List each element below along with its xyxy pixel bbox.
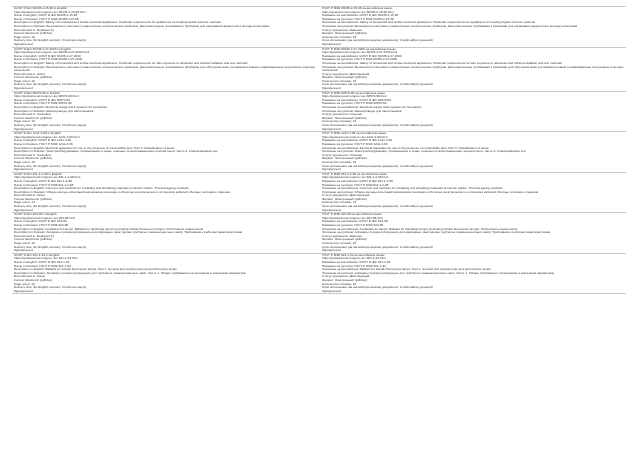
description-russian: Description in Russian: Шинопроводы для светильников (14, 109, 94, 113)
hashtag: #gostperevod (322, 249, 341, 253)
name-russian: Name in Russian: ГОСТ Р МЭК 60335-2-27-2000 (14, 58, 83, 62)
format: Format: Electronic (pdf/doc) (14, 116, 53, 120)
name-russian: Name in Russian: ГОСТ Р МЭК 923-98 (14, 224, 69, 228)
english-cell (12, 213, 319, 253)
format: Формат: Электронный (pdf/doc) (322, 116, 368, 120)
name-russian: Название на русском: ГОСТ Р МЭК 60335-2-15-98 (322, 17, 394, 21)
russian-cell (319, 173, 626, 213)
page-count: Количество страниц: 16 (322, 79, 357, 83)
hashtag: #gostperevod (14, 249, 33, 253)
doc-title: ГОСТ Р МЭК 1241-3-99 на английском языке (322, 132, 387, 136)
delivery-time: Delivery time (for English version): 2 business day(s) (14, 124, 87, 127)
description-russian: Description in Russian: Безопасность бытовых и аналогичных электрических приборов. Дополнительные требования к приборам для нагревания жидкостей и методы испытаний (14, 24, 269, 28)
doc-title: ГОСТ Р МЭК 923-98 на английском языке (322, 213, 382, 217)
format: Формат: Электронный (pdf/doc) (322, 157, 368, 161)
description-english: Описание на английском: Safety of household and similar electrical appliances. Particular requirements for skin exposure to ultraviolet and infrared radiation and test methods (322, 61, 562, 65)
doc-link[interactable]: https://gostperevod.ru/gost-r-iec-60335-2-15-98.html (14, 10, 86, 14)
page-count: Количество страниц: 15 (322, 160, 357, 164)
doc-title: GOST R IEC 921-1-93 in English (14, 253, 60, 257)
description-russian: Описание на русском: Аппараты пускорегулирующие для трубчатых люминесцентных ламп. Часть 1. Общие требования к испытаниям и значениям параметров (322, 271, 554, 275)
page-count: Количество страниц: 14 (322, 201, 357, 205)
description-russian: Description in Russian: Аппараты пускорегулирующие для разрядных ламп (кроме трубчатых люминесцентных ламп). Требования к рабочим характеристикам (14, 231, 243, 235)
description-english: Описание на английском: Common test methods for insulating and sheathing materials of electric cables. Thermal ageing methods (322, 187, 503, 191)
russian-cell (319, 213, 626, 253)
name-russian: Название на русском: ГОСТ Р МЭК 60570-99 (322, 102, 387, 106)
name-english: Название на английском: GOST R IEC 923-98 (322, 220, 388, 224)
name-english: Name in English: GOST R IEC 60335-2-27-2000 (14, 54, 81, 58)
description-russian: Описание на русском: Безопасность бытовых и аналогичных электрических приборов. Дополнительные требования к приборам для облучения кожи ультрафиолетовым и инфракрасным излучением и методы испытаний (322, 65, 624, 73)
status: Статус документа: Отменен (322, 113, 363, 117)
description-english: Description in English: Electrical supply track systems for luminaires (14, 106, 108, 110)
doc-link[interactable]: https://gostperevod.ru/gost-r-iec-60335-2-15-98.html (322, 10, 394, 14)
description-english: Описание на английском: Auxiliaries for lamps. Ballasts for discharge lamps (excluding tubular fluorescent lamps). Performance requirements (322, 227, 518, 231)
description-russian: Description in Russian: Электрооборудование, применяемое в зонах, опасных по воспламенению горючей пыли. Часть 3. Классификация зон (14, 150, 218, 154)
doc-title: GOST R IEC 60335-2-27-2000 in English (14, 47, 71, 51)
name-russian: Название на русском: ГОСТ Р МЭК 60335-2-27-2000 (322, 58, 398, 62)
hashtag: #gostperevod (14, 87, 33, 91)
status: Discontinued in: Cancelled (14, 113, 51, 117)
name-english: Name in English: GOST R IEC 1241-3-99 (14, 139, 72, 143)
format: Формат: Электронный (pdf/doc) (322, 32, 368, 36)
hashtag: #gostperevod (14, 289, 33, 293)
page-count: Page count: 16 (14, 242, 35, 245)
page-count: Количество страниц: 18 (322, 35, 357, 39)
delivery-time: Delivery time (for English version): 2 business day(s) (14, 286, 87, 290)
doc-title: GOST R IEC 60335-2-15-98 in English (14, 7, 68, 10)
doc-link[interactable]: https://gostperevod.ru/gost-r-iec-60335-2-27-2000.html (322, 51, 398, 55)
description-english: Описание на английском: Safety of household and similar electrical appliances. Particular requirements for appliances for heating liquids and test methods (322, 21, 536, 25)
status: Статус документа: Действующий (322, 194, 370, 198)
page-count: Количество страниц: 19 (322, 120, 357, 124)
delivery-time: Delivery time (for English version): 2 business day(s) (14, 205, 87, 209)
doc-title: GOST R IEC 811-1-2-98 in English (14, 172, 62, 176)
doc-link[interactable]: https://gostperevod.ru/gost-r-iec-923-98.html (14, 216, 76, 220)
delivery-time: Delivery time (for English version): 2 business day(s) (14, 39, 87, 43)
name-english: Name in English: GOST R IEC 60570-99 (14, 98, 71, 102)
hashtag: #gostperevod (14, 42, 33, 46)
format: Format: Electronic (pdf/doc) (14, 76, 53, 80)
name-english: Название на английском: GOST R IEC 60335-2-15-98 (322, 14, 399, 18)
delivery-time: Срок исполнения (на английскую версию документа): 2 рабочий(их) день(ей) (322, 245, 433, 249)
name-russian: Название на русском: ГОСТ Р МЭК 923-98 (322, 224, 384, 228)
doc-link[interactable]: https://gostperevod.ru/gost-r-iec-811-1-2-98.html (14, 176, 81, 180)
delivery-time: Срок исполнения (на английскую версию документа): 2 рабочий(их) день(ей) (322, 83, 433, 87)
status: Discontinued in: Cancelled (14, 153, 51, 157)
russian-cell (319, 254, 626, 294)
description-english: Description in English: Safety of household and similar electrical appliances. Particular requirements for appliances for heating liquids and test methods (14, 21, 221, 25)
page-count: Количество страниц: 16 (322, 282, 357, 286)
hashtag: #gostperevod (322, 289, 341, 293)
page-count: Количество страниц: 16 (322, 242, 357, 245)
doc-link[interactable]: https://gostperevod.ru/gost-r-iec-811-1-2-98.html (322, 176, 389, 180)
description-russian: Описание на русском: Электрооборудование, применяемое в зонах, опасных по воспламенению горючей пыли. Часть 3. Классификация зон (322, 150, 526, 154)
delivery-time: Срок исполнения (на английскую версию документа): 2 рабочий(их) день(ей) (322, 39, 433, 43)
hashtag: #gostperevod (14, 208, 33, 212)
delivery-time: Delivery time (for English version): 2 business day(s) (14, 83, 87, 87)
doc-link[interactable]: https://gostperevod.ru/gost-r-iec-60570-99.html (322, 95, 387, 99)
doc-title: GOST R IEC 923-98 in English (14, 213, 57, 217)
name-russian: Name in Russian: ГОСТ Р МЭК 1241-3-99 (14, 142, 73, 146)
description-russian: Описание на русском: Общие методы испытаний материалов изоляции и оболочек электрических и оптических кабелей. Методы теплового старения (322, 190, 539, 194)
hashtag: #gostperevod (14, 168, 33, 172)
format: Format: Electronic (pdf/doc) (14, 197, 53, 201)
name-russian: Name in Russian: ГОСТ Р МЭК 60335-2-15-98 (14, 17, 79, 21)
description-english: Описание на английском: Ballasts for tubular fluorescent lamps. Part 1. General test requirements and performance levels (322, 268, 491, 272)
table-row (12, 173, 626, 214)
page-count: Page count: 16 (14, 79, 35, 83)
status: Discontinued in: Replaced by (14, 234, 55, 238)
description-english: Description in English: Auxiliaries for lamps. Ballasts for discharge lamps (excluding tubular fluorescent lamps). Performance requirements (14, 227, 204, 231)
english-cell (12, 132, 319, 172)
status: Discontinued in: Active (14, 275, 46, 279)
doc-title: GOST R IEC 60570-99 in English (14, 91, 61, 95)
name-russian: Name in Russian: ГОСТ Р МЭК 921-1-93 (14, 264, 71, 268)
name-russian: Name in Russian: ГОСТ Р МЭК 811-1-2-98 (14, 183, 74, 187)
description-russian: Description in Russian: Аппараты пускорегулирующие для трубчатых люминесцентных ламп. Часть 1. Общие требования к испытаниям и значениям параметров (14, 271, 246, 275)
russian-cell (319, 48, 626, 91)
name-english: Название на английском: GOST R IEC 60335-2-27-2000 (322, 54, 402, 58)
doc-title: ГОСТ Р МЭК 921-1-93 на английском языке (322, 253, 385, 257)
doc-link[interactable]: https://gostperevod.ru/gost-r-iec-921-1-93.html (14, 257, 78, 261)
hashtag: #gostperevod (322, 208, 341, 212)
page-count: Page count: 15 (14, 160, 35, 164)
page-count: Page count: 19 (14, 120, 35, 124)
doc-link[interactable]: https://gostperevod.ru/gost-r-iec-1241-3-99.html (322, 135, 388, 139)
status: Статус документа: Заменен (322, 28, 363, 32)
table-row (12, 48, 626, 92)
doc-link[interactable]: https://gostperevod.ru/gost-r-iec-923-98.html (322, 216, 384, 220)
format: Format: Electronic (pdf/doc) (14, 278, 53, 282)
doc-title: ГОСТ Р МЭК 60335-2-15-98 на английском языке (322, 7, 393, 10)
doc-title: ГОСТ Р МЭК 811-1-2-98 на английском языке (322, 172, 388, 176)
status: Статус документа: Действующий (322, 275, 370, 279)
status: Статус документа: Заменен (322, 234, 363, 238)
table-row (12, 92, 626, 133)
name-english: Название на английском: GOST R IEC 811-1-2-98 (322, 179, 393, 183)
delivery-time: Срок исполнения (на английскую версию документа): 2 рабочий(их) день(ей) (322, 205, 433, 209)
hashtag: #gostperevod (322, 87, 341, 91)
doc-link[interactable]: https://gostperevod.ru/gost-r-iec-60570-99.html (14, 95, 79, 99)
table-row (12, 7, 626, 48)
format: Format: Electronic (pdf/doc) (14, 32, 53, 36)
russian-cell (319, 7, 626, 47)
document-table (12, 6, 626, 294)
hashtag: #gostperevod (322, 42, 341, 46)
status: Статус документа: Действующий (322, 72, 370, 76)
name-russian: Название на русском: ГОСТ Р МЭК 811-1-2-98 (322, 183, 389, 187)
name-english: Name in English: GOST R IEC 923-98 (14, 220, 67, 224)
name-english: Name in English: GOST R IEC 60335-2-15-98 (14, 14, 78, 18)
doc-link[interactable]: https://gostperevod.ru/gost-r-iec-60335-2-27-2000.html (14, 51, 90, 55)
description-english: Description in English: Ballasts for tubular fluorescent lamps. Part 1. General test requirements and performance levels (14, 268, 177, 272)
name-english: Название на английском: GOST R IEC 921-1-93 (322, 260, 391, 264)
name-russian: Название на русском: ГОСТ Р МЭК 1241-3-99 (322, 142, 388, 146)
doc-title: ГОСТ Р МЭК 60335-2-27-2000 на английском языке (322, 47, 396, 51)
name-english: Name in English: GOST R IEC 921-1-93 (14, 260, 70, 264)
delivery-time: Delivery time (for English version): 2 business day(s) (14, 164, 87, 168)
status: Discontinued in: Active (14, 72, 46, 76)
russian-cell (319, 132, 626, 172)
doc-link[interactable]: https://gostperevod.ru/gost-r-iec-1241-3-99.html (14, 135, 80, 139)
status: Статус документа: Отменен (322, 153, 363, 157)
doc-link[interactable]: https://gostperevod.ru/gost-r-iec-921-1-93.html (322, 257, 386, 261)
table-row (12, 213, 626, 254)
format: Format: Electronic (pdf/doc) (14, 238, 53, 242)
name-english: Name in English: GOST R IEC 811-1-2-98 (14, 179, 72, 183)
english-cell (12, 254, 319, 294)
name-english: Название на английском: GOST R IEC 1241-3-99 (322, 139, 393, 143)
description-english: Описание на английском: Electrical apparatus for use in the presence of combustible dust. Part 3. Classification of areas (322, 146, 489, 150)
delivery-time: Delivery time (for English version): 2 business day(s) (14, 245, 87, 249)
delivery-time: Срок исполнения (на английскую версию документа): 2 рабочий(их) день(ей) (322, 124, 433, 127)
description-russian: Описание на русском: Шинопроводы для светильников (322, 109, 402, 113)
hashtag: #gostperevod (322, 127, 341, 131)
english-cell (12, 173, 319, 213)
description-russian: Description in Russian: Общие методы испытаний материалов изоляции и оболочек электрических и оптических кабелей. Методы теплового старения (14, 190, 231, 194)
english-cell (12, 7, 319, 47)
description-english: Описание на английском: Electrical supply track systems for luminaires (322, 106, 422, 110)
status: Discontinued in: Replaced by (14, 28, 55, 32)
format: Формат: Электронный (pdf/doc) (322, 76, 368, 80)
english-cell (12, 92, 319, 132)
format: Format: Electronic (pdf/doc) (14, 157, 53, 161)
description-english: Description in English: Safety of household and similar electrical appliances. Particular requirements for skin exposure to ultraviolet and infrared radiation and test methods (14, 61, 248, 65)
doc-title: GOST R IEC 1241-3-99 in English (14, 132, 62, 136)
name-russian: Название на русском: ГОСТ Р МЭК 921-1-93 (322, 264, 386, 268)
status: Discontinued in: Active (14, 194, 46, 198)
name-russian: Name in Russian: ГОСТ Р МЭК 60570-99 (14, 102, 72, 106)
format: Формат: Электронный (pdf/doc) (322, 197, 368, 201)
hashtag: #gostperevod (322, 168, 341, 172)
page-count: Page count: 16 (14, 282, 35, 286)
description-english: Description in English: Common test methods for insulating and sheathing materials of electric cables. Thermal ageing methods (14, 187, 189, 191)
doc-title: ГОСТ Р МЭК 60570-99 на английском языке (322, 91, 386, 95)
table-row (12, 254, 626, 295)
description-english: Description in English: Electrical apparatus for use in the presence of combustible dust. Part 3. Classification of areas (14, 146, 175, 150)
page-count: Page count: 18 (14, 35, 35, 39)
format: Формат: Электронный (pdf/doc) (322, 278, 368, 282)
hashtag: #gostperevod (14, 127, 33, 131)
description-russian: Description in Russian: Безопасность бытовых и аналогичных электрических приборов. Дополнительные требования к приборам для облучения кожи ультрафиолетовым и инфракрасным излучением и методы испытаний (14, 65, 316, 73)
table-row (12, 132, 626, 173)
delivery-time: Срок исполнения (на английскую версию документа): 2 рабочий(их) день(ей) (322, 286, 433, 290)
format: Формат: Электронный (pdf/doc) (322, 238, 368, 242)
russian-cell (319, 92, 626, 132)
name-english: Название на английском: GOST R IEC 60570-99 (322, 98, 391, 102)
page-count: Page count: 14 (14, 201, 35, 205)
english-cell (12, 48, 319, 91)
description-russian: Описание на русском: Аппараты пускорегулирующие для разрядных ламп (кроме трубчатых люминесцентных ламп). Требования к рабочим характеристикам (322, 231, 551, 235)
delivery-time: Срок исполнения (на английскую версию документа): 2 рабочий(их) день(ей) (322, 164, 433, 168)
description-russian: Описание на русском: Безопасность бытовых и аналогичных электрических приборов. Дополнительные требования к приборам для нагревания жидкостей и методы испытаний (322, 24, 578, 28)
